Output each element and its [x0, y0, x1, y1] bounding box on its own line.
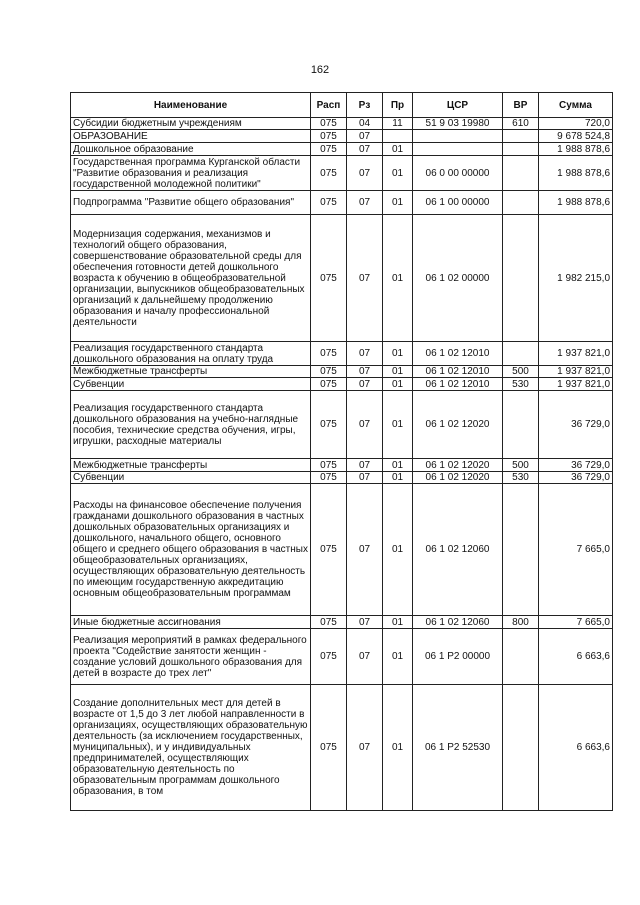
row-rz: 07 — [347, 156, 383, 191]
row-vr — [503, 156, 539, 191]
row-csr: 06 1 02 12060 — [413, 484, 503, 616]
row-pr: 01 — [383, 143, 413, 156]
row-vr: 500 — [503, 366, 539, 378]
row-pr: 01 — [383, 342, 413, 366]
row-name: Субсидии бюджетным учреждениям — [71, 118, 311, 130]
row-csr: 06 1 02 12010 — [413, 342, 503, 366]
row-pr: 01 — [383, 484, 413, 616]
table-row — [71, 685, 613, 811]
row-rz: 07 — [347, 130, 383, 143]
row-pr: 01 — [383, 472, 413, 484]
table-row — [71, 378, 613, 391]
row-rz: 07 — [347, 472, 383, 484]
row-sum: 6 663,6 — [539, 629, 613, 685]
row-vr — [503, 191, 539, 215]
row-pr: 01 — [383, 191, 413, 215]
row-sum: 1 988 878,6 — [539, 143, 613, 156]
row-rz: 07 — [347, 215, 383, 342]
row-rasp: 075 — [311, 191, 347, 215]
row-rz: 07 — [347, 378, 383, 391]
table-row — [71, 484, 613, 616]
row-vr — [503, 143, 539, 156]
table-row — [71, 459, 613, 472]
row-rasp: 075 — [311, 366, 347, 378]
row-vr: 610 — [503, 118, 539, 130]
row-sum: 36 729,0 — [539, 459, 613, 472]
table-row — [71, 616, 613, 629]
row-pr: 01 — [383, 685, 413, 811]
table-row — [71, 143, 613, 156]
row-pr: 01 — [383, 378, 413, 391]
row-pr: 01 — [383, 366, 413, 378]
row-rasp: 075 — [311, 342, 347, 366]
row-vr: 530 — [503, 378, 539, 391]
row-csr: 06 1 02 00000 — [413, 215, 503, 342]
row-rasp: 075 — [311, 629, 347, 685]
row-rasp: 075 — [311, 685, 347, 811]
table-row — [71, 191, 613, 215]
row-name: Подпрограмма "Развитие общего образования" — [71, 191, 311, 215]
header-vr: ВР — [503, 93, 539, 118]
row-sum: 1 937 821,0 — [539, 366, 613, 378]
row-csr: 06 1 P2 00000 — [413, 629, 503, 685]
row-sum: 1 937 821,0 — [539, 342, 613, 366]
table-row — [71, 215, 613, 342]
row-csr: 06 1 00 00000 — [413, 191, 503, 215]
row-rasp: 075 — [311, 156, 347, 191]
row-vr — [503, 215, 539, 342]
row-name: Иные бюджетные ассигнования — [71, 616, 311, 629]
row-name: Реализация государственного стандарта дошкольного образования на оплату труда — [71, 342, 311, 366]
row-rz: 07 — [347, 629, 383, 685]
table-row — [71, 118, 613, 130]
row-sum: 1 982 215,0 — [539, 215, 613, 342]
table-row — [71, 391, 613, 459]
row-pr: 01 — [383, 156, 413, 191]
budget-table — [70, 92, 613, 811]
row-rz: 07 — [347, 459, 383, 472]
row-sum: 7 665,0 — [539, 484, 613, 616]
row-rz: 07 — [347, 616, 383, 629]
row-pr — [383, 130, 413, 143]
row-name: Государственная программа Курганской области "Развитие образования и реализация государственной молодежной политики" — [71, 156, 311, 191]
row-csr: 06 1 02 12010 — [413, 366, 503, 378]
row-sum: 9 678 524,8 — [539, 130, 613, 143]
row-pr: 01 — [383, 616, 413, 629]
table-body — [71, 118, 613, 811]
row-sum: 1 937 821,0 — [539, 378, 613, 391]
row-rz: 04 — [347, 118, 383, 130]
row-name: Реализация мероприятий в рамках федерального проекта "Содействие занятости женщин - создание условий дошкольного образования для детей в возрасте до трех лет" — [71, 629, 311, 685]
row-rz: 07 — [347, 484, 383, 616]
row-pr: 11 — [383, 118, 413, 130]
row-pr: 01 — [383, 629, 413, 685]
row-csr: 06 1 02 12020 — [413, 472, 503, 484]
table-row — [71, 130, 613, 143]
row-name: ОБРАЗОВАНИЕ — [71, 130, 311, 143]
row-rz: 07 — [347, 391, 383, 459]
row-sum: 7 665,0 — [539, 616, 613, 629]
table-row — [71, 472, 613, 484]
row-rasp: 075 — [311, 459, 347, 472]
row-rasp: 075 — [311, 215, 347, 342]
table-header-row — [71, 93, 613, 118]
row-vr — [503, 342, 539, 366]
table-row — [71, 342, 613, 366]
row-name: Дошкольное образование — [71, 143, 311, 156]
row-csr: 06 1 02 12020 — [413, 391, 503, 459]
table-row — [71, 366, 613, 378]
row-csr: 51 9 03 19980 — [413, 118, 503, 130]
row-rasp: 075 — [311, 130, 347, 143]
row-rz: 07 — [347, 143, 383, 156]
row-vr: 800 — [503, 616, 539, 629]
row-name: Субвенции — [71, 378, 311, 391]
row-name: Реализация государственного стандарта дошкольного образования на учебно-наглядные пособия, технические средства обучения, игры, игрушки, расходные материалы — [71, 391, 311, 459]
row-rasp: 075 — [311, 143, 347, 156]
row-name: Субвенции — [71, 472, 311, 484]
row-rasp: 075 — [311, 472, 347, 484]
row-rasp: 075 — [311, 616, 347, 629]
row-rasp: 075 — [311, 118, 347, 130]
row-sum: 1 988 878,6 — [539, 156, 613, 191]
table-row — [71, 629, 613, 685]
row-rz: 07 — [347, 685, 383, 811]
row-rasp: 075 — [311, 378, 347, 391]
row-vr — [503, 130, 539, 143]
row-pr: 01 — [383, 459, 413, 472]
row-csr: 06 1 02 12010 — [413, 378, 503, 391]
row-csr: 06 1 P2 52530 — [413, 685, 503, 811]
row-pr: 01 — [383, 215, 413, 342]
row-csr: 06 0 00 00000 — [413, 156, 503, 191]
row-sum: 6 663,6 — [539, 685, 613, 811]
row-vr — [503, 484, 539, 616]
row-name: Создание дополнительных мест для детей в возрасте от 1,5 до 3 лет любой направленности в организациях, осуществляющих образовательную деятельность (за исключением государственных, муниципальных), и у индивидуальных предпринимателей, осуществляющих образовательную деятельность по образовательным программам дошкольного образования, в том — [71, 685, 311, 811]
row-pr: 01 — [383, 391, 413, 459]
row-csr — [413, 143, 503, 156]
row-vr — [503, 685, 539, 811]
row-rz: 07 — [347, 191, 383, 215]
row-rasp: 075 — [311, 391, 347, 459]
row-name: Межбюджетные трансферты — [71, 459, 311, 472]
row-vr: 530 — [503, 472, 539, 484]
header-sum: Сумма — [539, 93, 613, 118]
row-sum: 36 729,0 — [539, 472, 613, 484]
row-rasp: 075 — [311, 484, 347, 616]
row-vr — [503, 391, 539, 459]
row-vr — [503, 629, 539, 685]
row-csr: 06 1 02 12060 — [413, 616, 503, 629]
header-rz: Рз — [347, 93, 383, 118]
row-sum: 720,0 — [539, 118, 613, 130]
row-csr — [413, 130, 503, 143]
table-row — [71, 156, 613, 191]
row-sum: 1 988 878,6 — [539, 191, 613, 215]
page-number: 162 — [310, 64, 330, 76]
row-vr: 500 — [503, 459, 539, 472]
row-rz: 07 — [347, 342, 383, 366]
row-name: Межбюджетные трансферты — [71, 366, 311, 378]
row-name: Расходы на финансовое обеспечение получения гражданами дошкольного образования в частных дошкольных образовательных организациях и дошкольного, начального общего, основного общего и среднего общего образования в частных общеобразовательных организациях, осуществляющих образовательную деятельность по имеющим государственную аккредитацию основным общеобразовательным программам — [71, 484, 311, 616]
header-rasp: Расп — [311, 93, 347, 118]
row-csr: 06 1 02 12020 — [413, 459, 503, 472]
header-csr: ЦСР — [413, 93, 503, 118]
header-name: Наименование — [71, 93, 311, 118]
header-pr: Пр — [383, 93, 413, 118]
row-name: Модернизация содержания, механизмов и технологий общего образования, совершенствование образовательной среды для обеспечения готовности детей дошкольного возраста к обучению в общеобразовательной организации, выпускников общеобразовательных организаций к дальнейшему продолжению образования и началу профессиональной деятельности — [71, 215, 311, 342]
row-sum: 36 729,0 — [539, 391, 613, 459]
row-rz: 07 — [347, 366, 383, 378]
